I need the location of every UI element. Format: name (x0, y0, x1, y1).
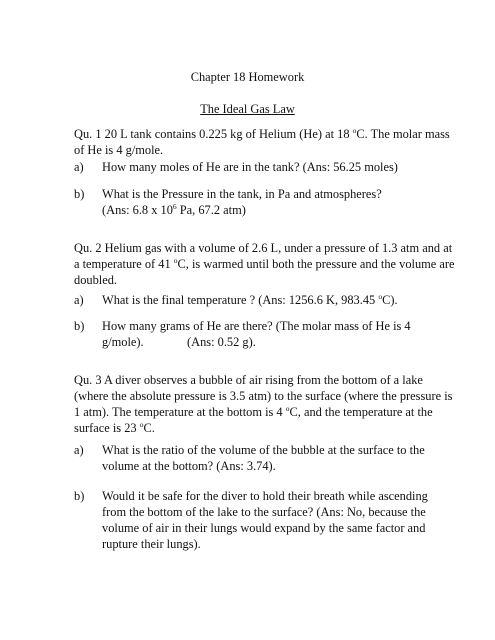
q2-b-line-2: g/mole). (Ans: 0.52 g). (102, 335, 256, 349)
q3-a-label: a) (74, 443, 84, 457)
degree-symbol: o (378, 292, 383, 301)
q3-b-line-4: rupture their lungs). (102, 537, 201, 551)
q2-a-label: a) (74, 293, 84, 307)
q2-stem-line-3: doubled. (74, 273, 118, 287)
degree-symbol: o (285, 404, 290, 413)
q3-stem-line-2: (where the absolute pressure is 3.5 atm) to the surface (where the pressure is (74, 389, 453, 403)
q3-a-line-1: What is the ratio of the volume of the bubble at the surface to the (102, 443, 425, 457)
q2-a-text-pre: What is the final temperature ? (Ans: 1256.6 K, 983.45 (102, 293, 379, 307)
q1-b-line-2-post: Pa, 67.2 atm) (176, 203, 246, 217)
q1-b-label: b) (74, 187, 85, 201)
degree-symbol: o (173, 256, 178, 265)
exponent: 6 (172, 202, 177, 211)
question-3-stem (74, 372, 453, 436)
q3-b-line-2: from the bottom of the lake to the surface? (Ans: No, because the (102, 505, 426, 519)
q3-b-line-1: Would it be safe for the diver to hold their breath while ascending (102, 489, 428, 503)
q3-a-line-2: volume at the bottom? (Ans: 3.74). (102, 459, 276, 473)
q3-stem-line-3-pre: 1 atm). The temperature at the bottom is 4 (74, 405, 286, 419)
q1-b-line-1: What is the Pressure in the tank, in Pa and atmospheres? (102, 187, 382, 201)
q1-a-label: a) (74, 160, 84, 174)
q1-b-line-2-pre: (Ans: 6.8 x 10 (102, 203, 173, 217)
q2-stem-line-2-pre: a temperature of 41 (74, 257, 174, 271)
q3-stem-line-4-post: C. (143, 421, 155, 435)
q2-b-label: b) (74, 319, 85, 333)
degree-symbol: o (352, 126, 357, 135)
q2-stem-line-2-post: C, is warmed until both the pressure and the volume are (177, 257, 455, 271)
degree-symbol: o (139, 420, 144, 429)
page-title: Chapter 18 Homework (190, 70, 305, 84)
q3-b-label: b) (74, 489, 85, 503)
q2-stem-line-1: Qu. 2 Helium gas with a volume of 2.6 L, under a pressure of 1.3 atm and at (74, 241, 453, 255)
q1-stem-line-1: Qu. 1 20 L tank contains 0.225 kg of Helium (He) at 18 (74, 127, 353, 141)
q3-b-line-3: volume of air in their lungs would expand by the same factor and (102, 521, 426, 535)
q3-stem-line-1: Qu. 3 A diver observes a bubble of air rising from the bottom of a lake (74, 373, 423, 387)
q3-stem-line-4-pre: surface is 23 (74, 421, 140, 435)
q1-stem-line-2: of He is 4 g/mole. (74, 143, 164, 157)
q1-a-text: How many moles of He are in the tank? (Ans: 56.25 moles) (102, 160, 398, 174)
q1-stem-line-1-end: C. The molar mass (356, 127, 450, 141)
page-subtitle: The Ideal Gas Law (200, 102, 295, 116)
q2-b-line-1: How many grams of He are there? (The molar mass of He is 4 (102, 319, 411, 333)
q2-a-text-post: C). (382, 293, 398, 307)
q3-stem-line-3-post: C, and the temperature at the (289, 405, 433, 419)
question-2-stem (74, 240, 455, 288)
question-1-stem (74, 126, 450, 158)
